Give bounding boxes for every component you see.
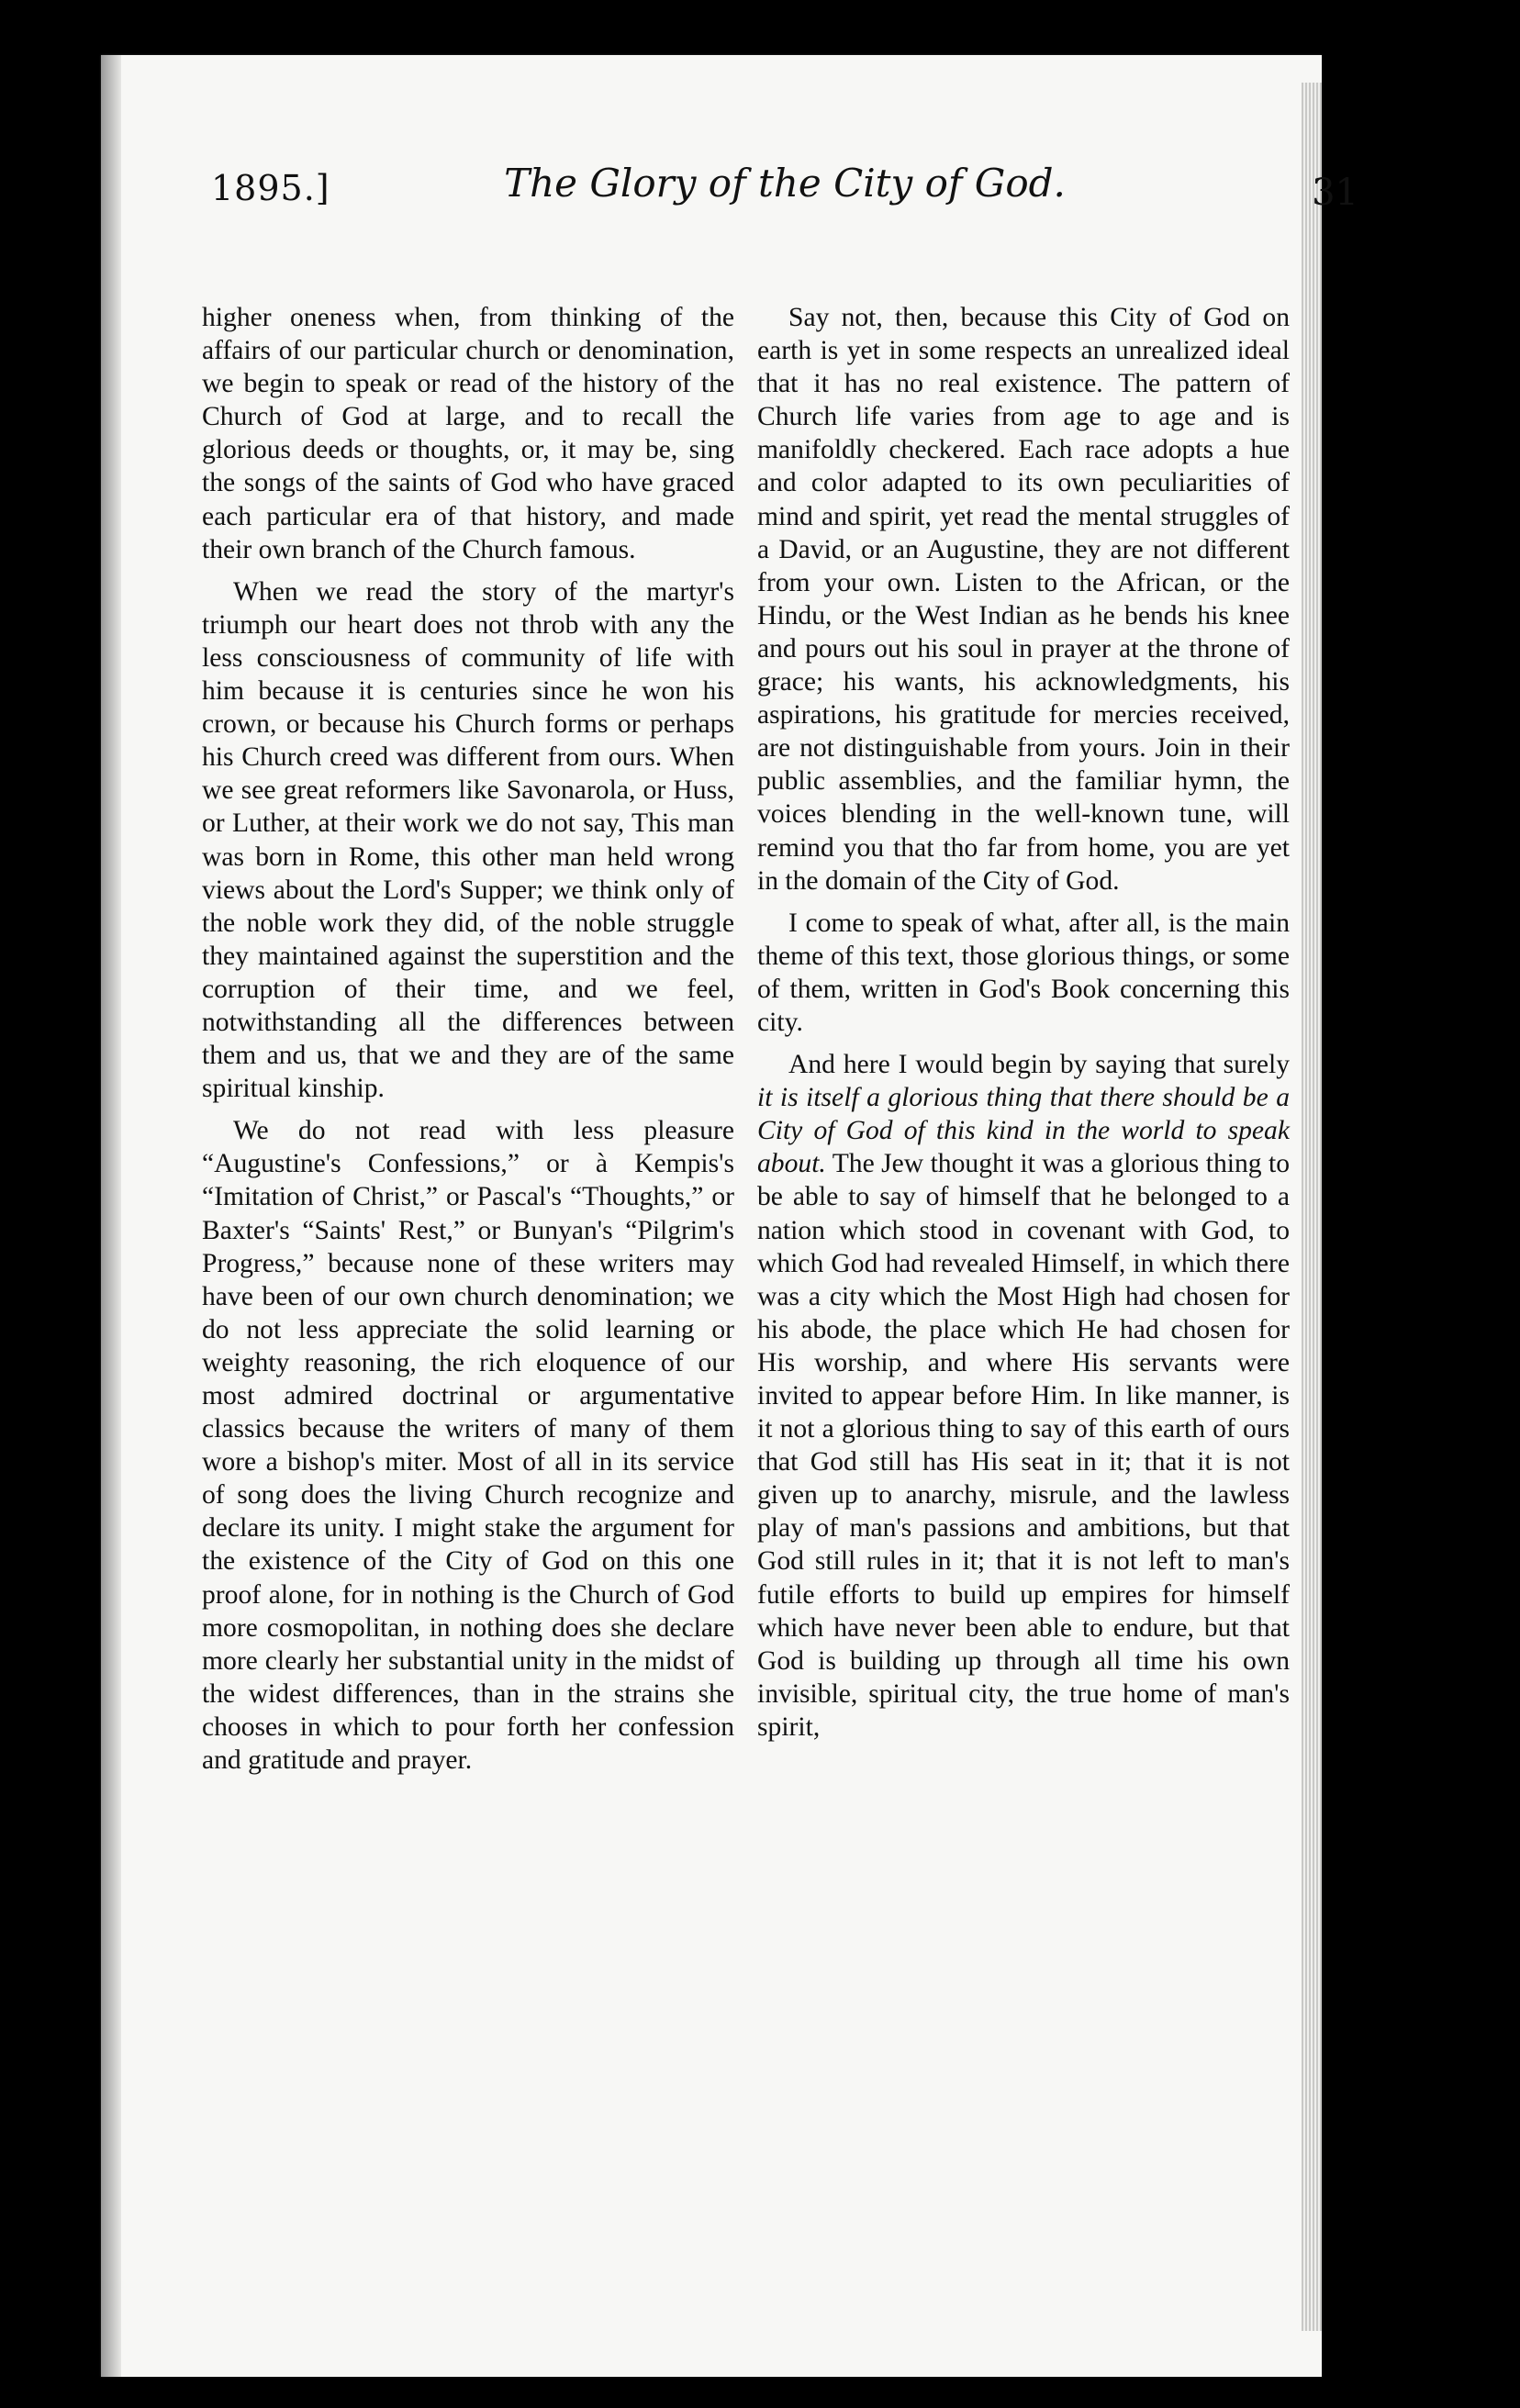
paragraph	[757, 1048, 1290, 1744]
running-year: 1895.]	[211, 168, 330, 208]
italic-emphasis: it is itself a glorious thing that there should be a City of God of this kind in the world to speak about.	[757, 1083, 1290, 1179]
paragraph: higher oneness when, from thinking of the affairs of our particular church or denomination, we begin to speak or read of the history of the Church of God at large, and to recall the glorious deeds or thoughts, or, it may be, sing the songs of the saints of God who have graced each particular era of that history, and made their own branch of the Church famous.	[202, 303, 734, 564]
paragraph-text: The Jew thought it was a glorious thing to be able to say of himself that he belonged to a nation which stood in covenant with God, to which God had revealed Himself, in which there was a city which the Most High had chosen for his abode, the place which He had chosen for His worship, and where His servants were invited to appear before Him. In like manner, is it not a glorious thing to say of this earth of ours that God still has His seat in it; that it is not given up to anarchy, misrule, and the lawless play of man's passions and ambitions, but that God still rules in it; that it is not left to man's futile efforts to build up empires for himself which have never been able to endure, but that God is building up through all time his own invisible, spiritual city, the true home of man's spirit,	[757, 1149, 1290, 1742]
running-title: The Glory of the City of God.	[504, 161, 1066, 206]
page-gutter-shadow	[101, 55, 121, 2377]
running-header	[211, 161, 1358, 234]
left-column	[202, 301, 734, 1777]
paragraph: When we read the story of the martyr's triumph our heart does not throb with any the less consciousness of community of life with him because it is centuries since he won his crown, or because his Church forms or perhaps his Church creed was different from ours. When we see great reformers like Savonarola, or Huss, or Luther, at their work we do not say, This man was born in Rome, this other man held wrong views about the Lord's Supper; we think only of the noble work they did, of the noble struggle they maintained against the superstition and the corruption of their time, and we feel, notwithstanding all the differences between them and us, that we and they are of the same spiritual kinship.	[202, 576, 734, 1104]
right-column	[757, 301, 1290, 1744]
paragraph-text: And here I would begin by saying that surely	[788, 1050, 1290, 1080]
book-page	[101, 55, 1358, 2377]
paragraph: I come to speak of what, after all, is the main theme of this text, those glorious things, or some of them, written in God's Book concerning this city.	[757, 908, 1290, 1037]
paragraph: We do not read with less pleasure “Augustine's Confessions,” or à Kempis's “Imitation of Christ,” or Pascal's “Thoughts,” or Baxter's “Saints' Rest,” or Bunyan's “Pilgrim's Progress,” because none of these writers may have been of our own church denomination; we do not less appreciate the solid learning or weighty reasoning, the rich eloquence of our most admired doctrinal or argumentative classics because the writers of many of them wore a bishop's miter. Most of all in its service of song does the living Church recognize and declare its unity. I might stake the argument for the existence of the City of God on this one proof alone, for in nothing is the Church of God more cosmopolitan, in nothing does she declare more clearly her substantial unity in the midst of the widest differences, than in the strains she chooses in which to pour forth her confession and gratitude and prayer.	[202, 1116, 734, 1776]
paragraph: Say not, then, because this City of God on earth is yet in some respects an unrealized ideal that it has no real existence. The pattern of Church life varies from age to age and is manifoldly checkered. Each race adopts a hue and color adapted to its own peculiarities of mind and spirit, yet read the mental struggles of a David, or an Augustine, they are not different from your own. Listen to the African, or the Hindu, or the West Indian as he bends his knee and pours out his soul in prayer at the throne of grace; his wants, his acknowledgments, his aspirations, his gratitude for mercies received, are not distinguishable from yours. Join in their public assemblies, and the familiar hymn, the voices blending in the well-known tune, will remind you that tho far from home, you are yet in the domain of the City of God.	[757, 303, 1290, 896]
page-edge-stack	[1302, 83, 1322, 2331]
page-number: 31	[1312, 172, 1358, 214]
